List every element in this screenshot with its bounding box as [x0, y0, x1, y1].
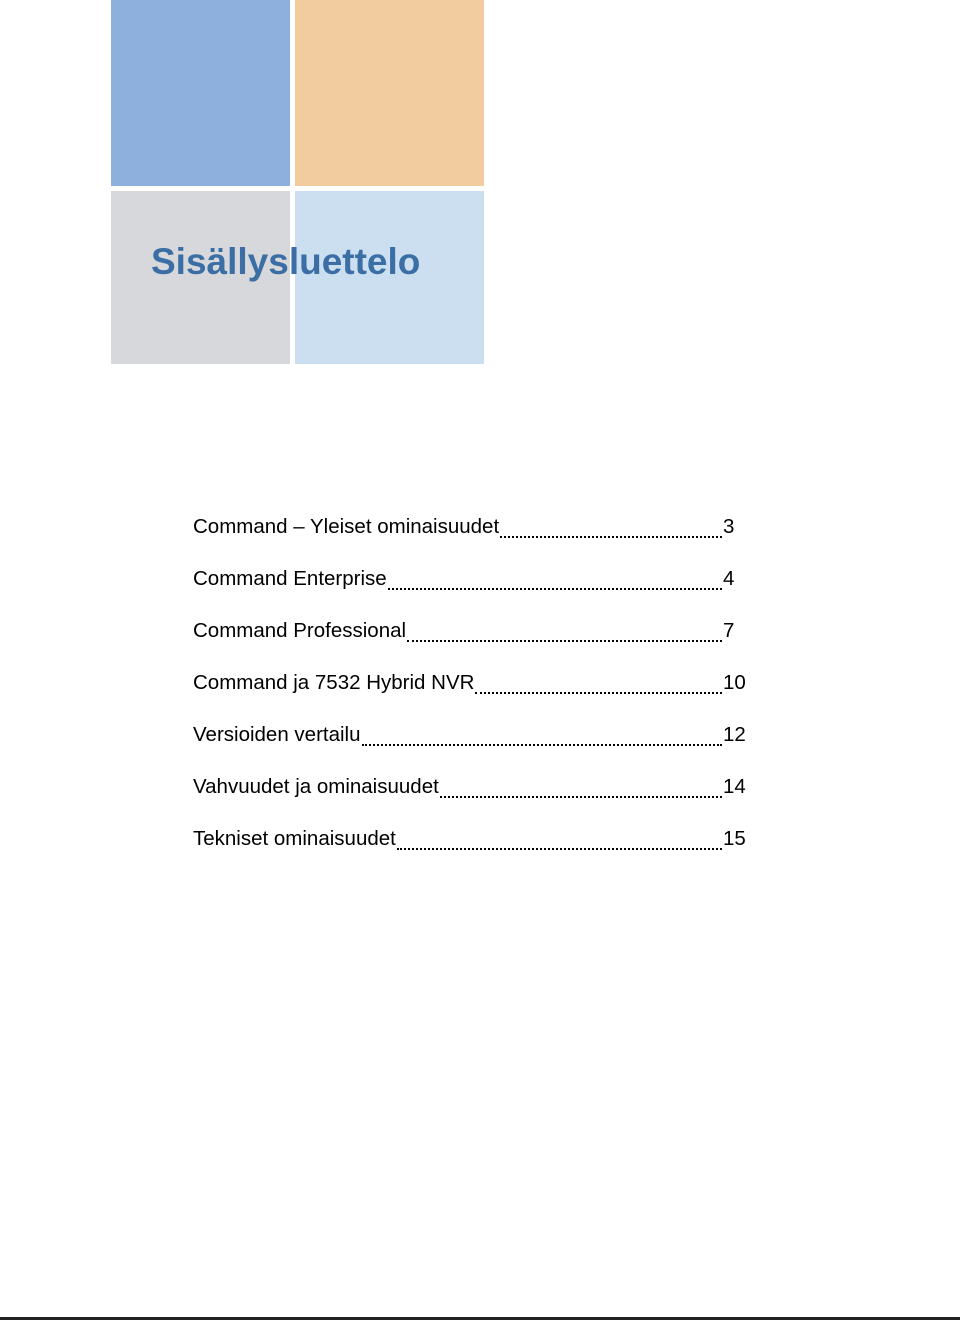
toc-page-number: 7 [723, 619, 735, 642]
page-title: Sisällysluettelo [151, 241, 421, 282]
decor-tile-blue [111, 0, 290, 186]
toc-page-number: 12 [723, 723, 746, 746]
toc-entry-title: Vahvuudet ja ominaisuudet [193, 775, 439, 798]
toc-entry[interactable] [193, 752, 749, 804]
toc-dot-leader [440, 794, 722, 798]
toc-entry[interactable] [193, 596, 749, 648]
toc-entry-title: Tekniset ominaisuudet [193, 827, 396, 850]
toc-dot-leader [407, 638, 722, 642]
toc-dot-leader [362, 742, 722, 746]
toc-page-number: 15 [723, 827, 746, 850]
toc-page-number: 10 [723, 671, 746, 694]
toc-entry-title: Command Professional [193, 619, 407, 642]
decor-tile-peach [295, 0, 484, 186]
toc-entry[interactable] [193, 804, 749, 856]
toc-dot-leader [475, 690, 722, 694]
toc-dot-leader [388, 586, 722, 590]
toc-page-number: 14 [723, 775, 746, 798]
toc-page-number: 3 [723, 515, 735, 538]
toc-entry-title: Command Enterprise [193, 567, 387, 590]
toc-entry[interactable] [193, 700, 749, 752]
toc-entry[interactable] [193, 648, 749, 700]
toc-entry-title: Command ja 7532 Hybrid NVR [193, 671, 475, 694]
toc-entry-title: Versioiden vertailu [193, 723, 361, 746]
toc-dot-leader [500, 534, 722, 538]
table-of-contents [193, 492, 749, 856]
toc-dot-leader [397, 846, 722, 850]
toc-entry-title: Command – Yleiset ominaisuudet [193, 515, 500, 538]
toc-entry[interactable] [193, 544, 749, 596]
toc-page-number: 4 [723, 567, 735, 590]
toc-entry[interactable] [193, 492, 749, 544]
